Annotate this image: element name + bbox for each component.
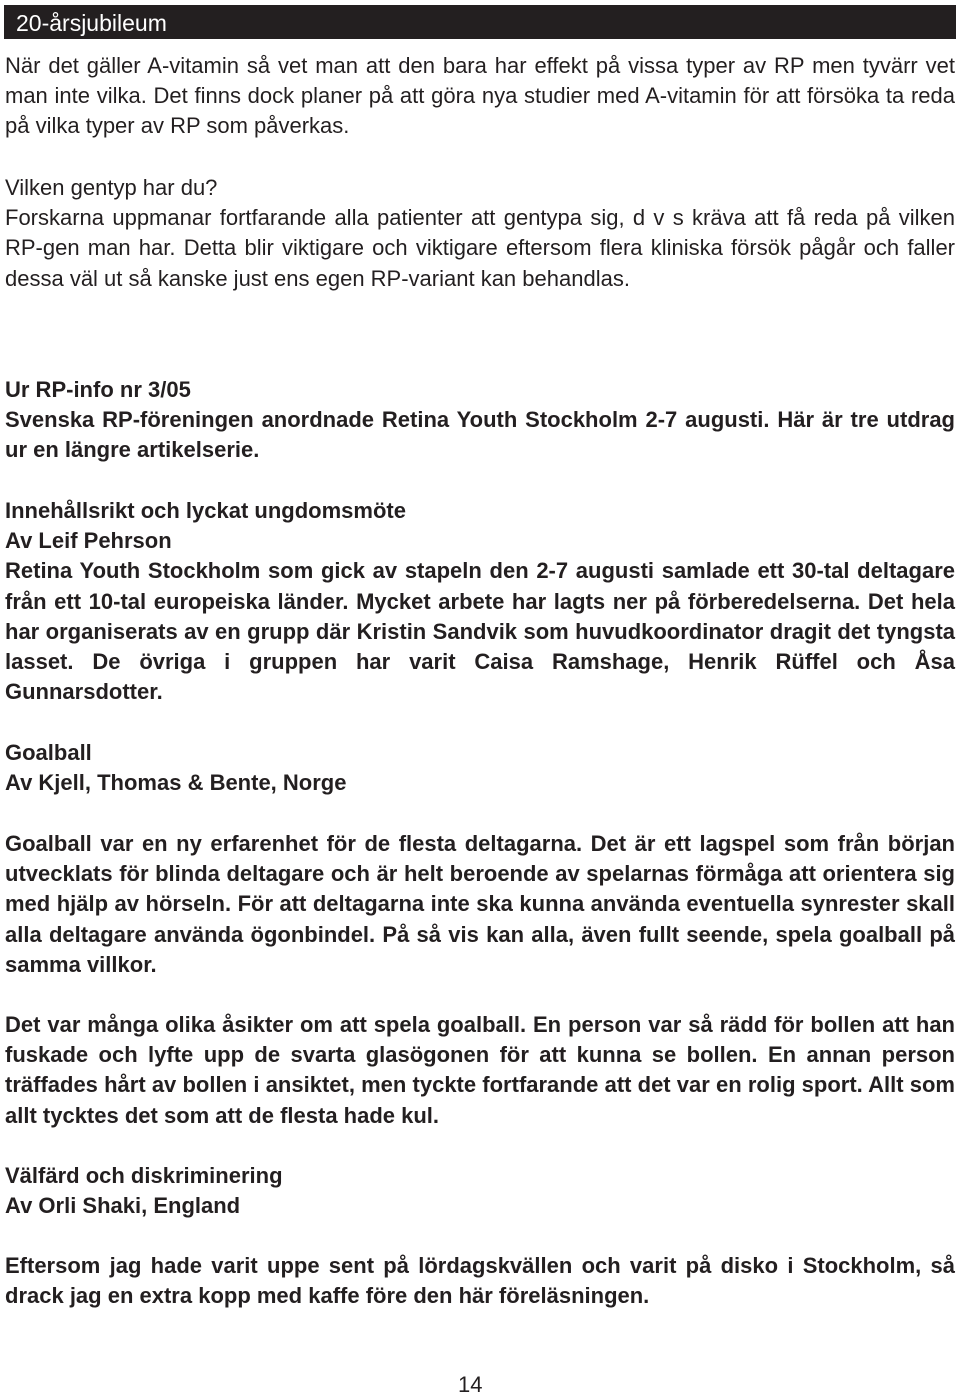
genotype-section xyxy=(5,173,955,294)
valfard-paragraph: Eftersom jag hade varit uppe sent på lördagskvällen och varit på disko i Stockholm, så drack jag en extra kopp med kaffe före den här föreläsningen. xyxy=(5,1253,955,1309)
article-title: Innehållsrikt och lyckat ungdomsmöte xyxy=(5,498,406,523)
article-author: Av Leif Pehrson xyxy=(5,528,172,554)
article-author: Av Kjell, Thomas & Bente, Norge xyxy=(5,770,347,796)
article-paragraph: Retina Youth Stockholm som gick av stapeln den 2-7 augusti samlade ett 30-tal deltagare från ett 10-tal europeiska länder. Mycket arbete har lagts ner på förberedelserna. Det hela har organiserats av en grupp där Kristin Sandvik som huvudkoordinator dragit det tyngsta lasset. De övriga i gruppen har varit Caisa Ramshage, Henrik Rüffel och Åsa Gunnarsdotter. xyxy=(5,558,955,705)
article-title: Välfärd och diskriminering xyxy=(5,1163,283,1188)
goalball-paragraph-2: Det var många olika åsikter om att spela goalball. En person var så rädd för bollen att han fuskade och lyfte upp de svarta glasögonen för att kunna se bollen. En annan person träffades hårt av bollen i ansiktet, men tyckte fortfarande att det var en rolig sport. Allt som allt tycktes det som att de flesta hade kul. xyxy=(5,1012,955,1128)
section-header-bar xyxy=(4,5,956,39)
rpinfo-section xyxy=(5,375,955,466)
genotype-paragraph: Forskarna uppmanar fortfarande alla patienter att gentypa sig, d v s kräva att få reda på vilken RP-gen man har. Detta blir viktigare och viktigare eftersom flera kliniska försök pågår och faller dessa väl ut så kanske just ens egen RP-variant kan behandlas. xyxy=(5,205,955,291)
genotype-heading: Vilken gentyp har du? xyxy=(5,175,218,200)
intro-paragraph: När det gäller A-vitamin så vet man att den bara har effekt på vissa typer av RP men tyvärr vet man inte vilka. Det finns dock planer på att göra nya studier med A-vitamin för att försöka ta reda på vilka typer av RP som påverkas. xyxy=(5,53,955,139)
goalball-paragraph-1: Goalball var en ny erfarenhet för de flesta deltagarna. Det är ett lagspel som från början utvecklats för blinda deltagare och är helt beroende av spelarnas förmåga att orientera sig med hjälp av hörseln. För att deltagarna inte ska kunna använda eventuella synrester skall alla deltagare använda ögonbindel. På så vis kan alla, även fullt seende, spela goalball på samma villkor. xyxy=(5,831,955,977)
article-title: Goalball xyxy=(5,740,92,765)
rpinfo-source: Ur RP-info nr 3/05 xyxy=(5,377,191,402)
article-valfard xyxy=(5,1161,955,1221)
page-number: 14 xyxy=(458,1372,483,1397)
rpinfo-paragraph: Svenska RP-föreningen anordnade Retina Youth Stockholm 2-7 augusti. Här är tre utdrag ur en längre artikelserie. xyxy=(5,407,955,463)
article-author: Av Orli Shaki, England xyxy=(5,1193,241,1219)
article-goalball xyxy=(5,738,955,798)
section-title: 20-årsjubileum xyxy=(16,10,167,36)
article-ungdomsmote xyxy=(5,496,955,707)
